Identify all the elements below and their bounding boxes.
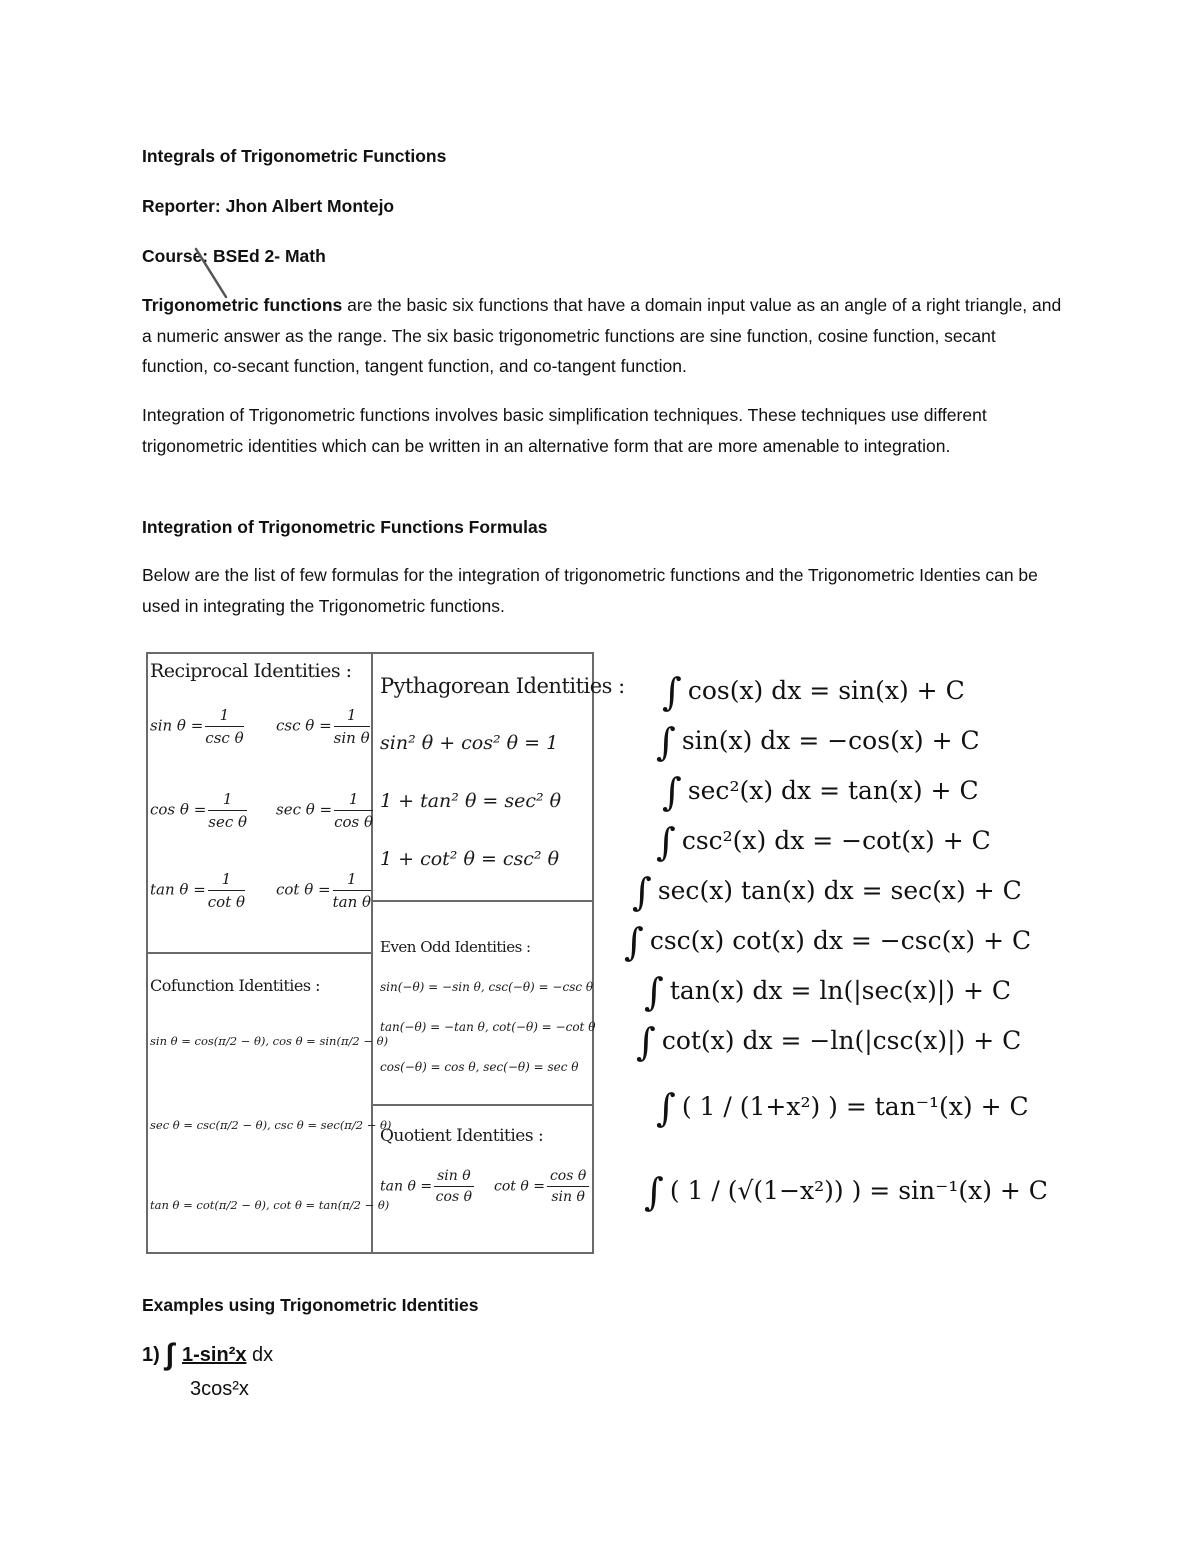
reciprocal-identity: sec θ = $\frac{1}{\text{cos θ}}$ xyxy=(276,790,374,831)
even-odd-identity: tan(−θ) = −tan θ, cot(−θ) = −cot θ xyxy=(380,1020,596,1034)
cofunction-identity: sin θ = cos(π/2 − θ), cos θ = sin(π/2 − θ) xyxy=(150,1034,389,1048)
quotient-identity: cot θ = $\frac{\text{cos θ}}{\text{sin θ}}$ xyxy=(494,1168,589,1205)
integral-formula: ∫ sec²(x) dx = tan(x) + C xyxy=(662,770,979,814)
cofunction-identity: tan θ = cot(π/2 − θ), cot θ = tan(π/2 − θ) xyxy=(150,1198,390,1212)
integration-paragraph: Integration of Trigonometric functions involves basic simplification techniques. These techniques use different trigonometric identities which can be written in an alternative form that are more amenable to integration. xyxy=(142,405,987,456)
examples-heading: Examples using Trigonometric Identities xyxy=(142,1295,479,1315)
example-differential: dx xyxy=(246,1344,274,1366)
integral-formula: ∫ sec(x) tan(x) dx = sec(x) + C xyxy=(632,870,1022,914)
formulas-heading: Integration of Trigonometric Functions Formulas xyxy=(142,517,548,537)
example-denominator: 3cos²x xyxy=(190,1378,249,1400)
quotient-heading: Quotient Identities : xyxy=(380,1126,544,1146)
integral-formula: ∫ tan(x) dx = ln(|sec(x)|) + C xyxy=(644,970,1012,1014)
formulas-intro: Below are the list of few formulas for the integration of trigonometric functions and the Trigonometric Identies can be used in integrating the Trigonometric functions. xyxy=(142,565,1038,616)
integral-sign-icon: ∫ xyxy=(165,1338,175,1371)
table-divider xyxy=(373,1104,594,1106)
intro-bold-term: Trigonometric functions xyxy=(142,295,343,315)
intro-text: are the basic six functions that have a domain input value as an angle of a right triangle, and a numeric answer as the range. The six basic trigonometric functions are sine function, cosine function, secant function, co-secant function, tangent function, and co-tangent function. xyxy=(142,295,1062,376)
integral-formula: ∫ ( 1 / (1+x²) ) = tan⁻¹(x) + C xyxy=(656,1086,1029,1130)
even-odd-identity: cos(−θ) = cos θ, sec(−θ) = sec θ xyxy=(380,1060,579,1074)
table-divider xyxy=(148,952,371,954)
pythagorean-identity: 1 + cot² θ = csc² θ xyxy=(380,848,560,870)
reciprocal-identity: sin θ = $\frac{1}{\text{csc θ}}$ xyxy=(150,706,244,747)
integral-formula: ∫ cot(x) dx = −ln(|csc(x)|) + C xyxy=(636,1020,1022,1064)
document-title: Integrals of Trigonometric Functions xyxy=(142,146,447,166)
cofunction-identity: sec θ = csc(π/2 − θ), csc θ = sec(π/2 − θ) xyxy=(150,1118,392,1132)
intro-paragraph xyxy=(142,290,1062,382)
identities-table xyxy=(146,652,625,1254)
pythagorean-heading: Pythagorean Identities : xyxy=(380,674,625,698)
reciprocal-identity: tan θ = $\frac{1}{\text{cot θ}}$ xyxy=(150,870,246,911)
reciprocal-heading: Reciprocal Identities : xyxy=(150,660,352,682)
pythagorean-identity: 1 + tan² θ = sec² θ xyxy=(380,790,562,812)
pythagorean-identity: sin² θ + cos² θ = 1 xyxy=(380,732,559,754)
example-numerator: 1-sin²x xyxy=(182,1344,247,1366)
reciprocal-identity: csc θ = $\frac{1}{\text{sin θ}}$ xyxy=(276,706,370,747)
example-number: 1) xyxy=(142,1344,160,1366)
integral-formula: ∫ cos(x) dx = sin(x) + C xyxy=(662,670,965,714)
even-odd-heading: Even Odd Identities : xyxy=(380,938,531,956)
example-1 xyxy=(142,1338,273,1372)
even-odd-identity: sin(−θ) = −sin θ, csc(−θ) = −csc θ xyxy=(380,980,594,994)
integral-formula: ∫ ( 1 / (√(1−x²)) ) = sin⁻¹(x) + C xyxy=(644,1170,1048,1214)
quotient-identity: tan θ = $\frac{\text{sin θ}}{\text{cos θ}}$ xyxy=(380,1168,473,1205)
reciprocal-identity: cot θ = $\frac{1}{\text{tan θ}}$ xyxy=(276,870,372,911)
integral-formula: ∫ csc²(x) dx = −cot(x) + C xyxy=(656,820,991,864)
integral-formula: ∫ sin(x) dx = −cos(x) + C xyxy=(656,720,980,764)
integral-formula: ∫ csc(x) cot(x) dx = −csc(x) + C xyxy=(624,920,1032,964)
reciprocal-identity: cos θ = $\frac{1}{\text{sec θ}}$ xyxy=(150,790,248,831)
course-line: Course: BSEd 2- Math xyxy=(142,246,326,266)
reporter-line: Reporter: Jhon Albert Montejo xyxy=(142,196,395,216)
cofunction-heading: Cofunction Identities : xyxy=(150,976,321,995)
table-divider xyxy=(373,900,594,902)
table-divider xyxy=(371,654,373,1252)
